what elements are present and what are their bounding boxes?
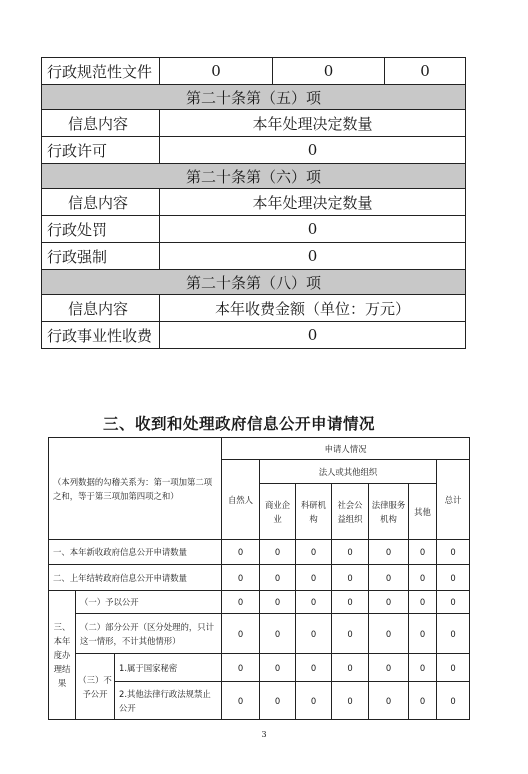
cell-value: 0 [409, 682, 437, 720]
cell-value: 0 [296, 540, 332, 565]
column-header: 本年收费金额（单位：万元） [160, 295, 466, 322]
cell-value: 0 [409, 614, 437, 654]
section-title: 第二十条第（六）项 [42, 164, 466, 189]
row-label: （一）予以公开 [76, 591, 222, 614]
row-label: 1.属于国家秘密 [115, 654, 222, 682]
row-label: （二）部分公开（区分处理的，只计这一情形，不计其他情形） [76, 614, 222, 654]
cell-value: 0 [332, 565, 369, 591]
cell-value: 0 [437, 565, 470, 591]
cell-value: 0 [222, 591, 260, 614]
cell-value: 0 [437, 614, 470, 654]
column-header-org: 法律服务机构 [369, 484, 409, 540]
cell-value: 0 [437, 654, 470, 682]
table-row [42, 137, 466, 164]
cell-value: 0 [260, 565, 296, 591]
cell-value: 0 [409, 591, 437, 614]
section-band [42, 164, 466, 189]
cell-value: 0 [260, 682, 296, 720]
row-label: 2.其他法律行政法规禁止公开 [115, 682, 222, 720]
not-disclosed-label: （三）不予公开 [76, 654, 115, 720]
table-row [42, 216, 466, 243]
table-row [49, 540, 470, 565]
table-header-row [42, 110, 466, 137]
cell-value: 0 [332, 654, 369, 682]
cell-value: 0 [332, 591, 369, 614]
cell-value: 0 [409, 654, 437, 682]
cell-value: 0 [222, 540, 260, 565]
table-row [49, 591, 470, 614]
cell-value: 0 [296, 565, 332, 591]
disclosure-stats-table [41, 57, 466, 349]
data-relation-note: （本列数据的勾稽关系为：第一项加第二项之和，等于第三项加第四项之和） [49, 438, 222, 540]
column-header-org: 科研机构 [296, 484, 332, 540]
cell-value: 0 [222, 565, 260, 591]
table-header-row [42, 295, 466, 322]
row-label: 行政许可 [42, 137, 160, 164]
cell-value: 0 [160, 216, 466, 243]
cell-value: 0 [332, 614, 369, 654]
page-number: 3 [261, 730, 267, 739]
column-header-org: 商业企业 [260, 484, 296, 540]
cell-value: 0 [369, 540, 409, 565]
cell-value: 0 [160, 243, 466, 270]
table-row [42, 243, 466, 270]
cell-value: 0 [296, 614, 332, 654]
cell-value: 0 [369, 565, 409, 591]
cell-value: 0 [296, 591, 332, 614]
application-stats-table [48, 437, 470, 720]
cell-value: 0 [222, 614, 260, 654]
cell-value: 0 [273, 58, 385, 85]
cell-value: 0 [369, 682, 409, 720]
cell-value: 0 [369, 654, 409, 682]
column-header: 信息内容 [42, 189, 160, 216]
cell-value: 0 [332, 682, 369, 720]
cell-value: 0 [160, 322, 466, 349]
column-header-applicant: 申请人情况 [222, 438, 470, 460]
section-title: 第二十条第（五）项 [42, 85, 466, 110]
cell-value: 0 [222, 682, 260, 720]
cell-value: 0 [385, 58, 466, 85]
table-row [49, 654, 470, 682]
row-label: 行政处罚 [42, 216, 160, 243]
row-label: 二、上年结转政府信息公开申请数量 [49, 565, 222, 591]
result-group-label: 三、本年度办理结果 [49, 591, 76, 720]
column-header-natural-person: 自然人 [222, 460, 260, 540]
column-header-legal-group: 法人或其他组织 [260, 460, 437, 484]
column-header-org: 社会公益组织 [332, 484, 369, 540]
cell-value: 0 [369, 614, 409, 654]
table-header-row [42, 189, 466, 216]
cell-value: 0 [260, 591, 296, 614]
cell-value: 0 [296, 654, 332, 682]
cell-value: 0 [437, 540, 470, 565]
row-label: 行政强制 [42, 243, 160, 270]
column-header: 信息内容 [42, 295, 160, 322]
column-header: 本年处理决定数量 [160, 110, 466, 137]
cell-value: 0 [437, 682, 470, 720]
section-band [42, 270, 466, 295]
table-row [42, 58, 466, 85]
cell-value: 0 [260, 654, 296, 682]
cell-value: 0 [160, 137, 466, 164]
row-label: 一、本年新收政府信息公开申请数量 [49, 540, 222, 565]
table-row [49, 565, 470, 591]
cell-value: 0 [409, 565, 437, 591]
column-header: 本年处理决定数量 [160, 189, 466, 216]
row-label: 行政规范性文件 [42, 58, 160, 85]
table-row [49, 614, 470, 654]
cell-value: 0 [409, 540, 437, 565]
cell-value: 0 [296, 682, 332, 720]
cell-value: 0 [369, 591, 409, 614]
column-header-org: 其他 [409, 484, 437, 540]
cell-value: 0 [260, 540, 296, 565]
cell-value: 0 [332, 540, 369, 565]
section-heading: 三、收到和处理政府信息公开申请情况 [103, 415, 376, 433]
table-row [42, 322, 466, 349]
cell-value: 0 [437, 591, 470, 614]
section-title: 第二十条第（八）项 [42, 270, 466, 295]
column-header: 信息内容 [42, 110, 160, 137]
table-header-row [49, 438, 470, 460]
column-header-total: 总计 [437, 460, 470, 540]
row-label: 行政事业性收费 [42, 322, 160, 349]
cell-value: 0 [222, 654, 260, 682]
section-band [42, 85, 466, 110]
cell-value: 0 [260, 614, 296, 654]
cell-value: 0 [160, 58, 273, 85]
